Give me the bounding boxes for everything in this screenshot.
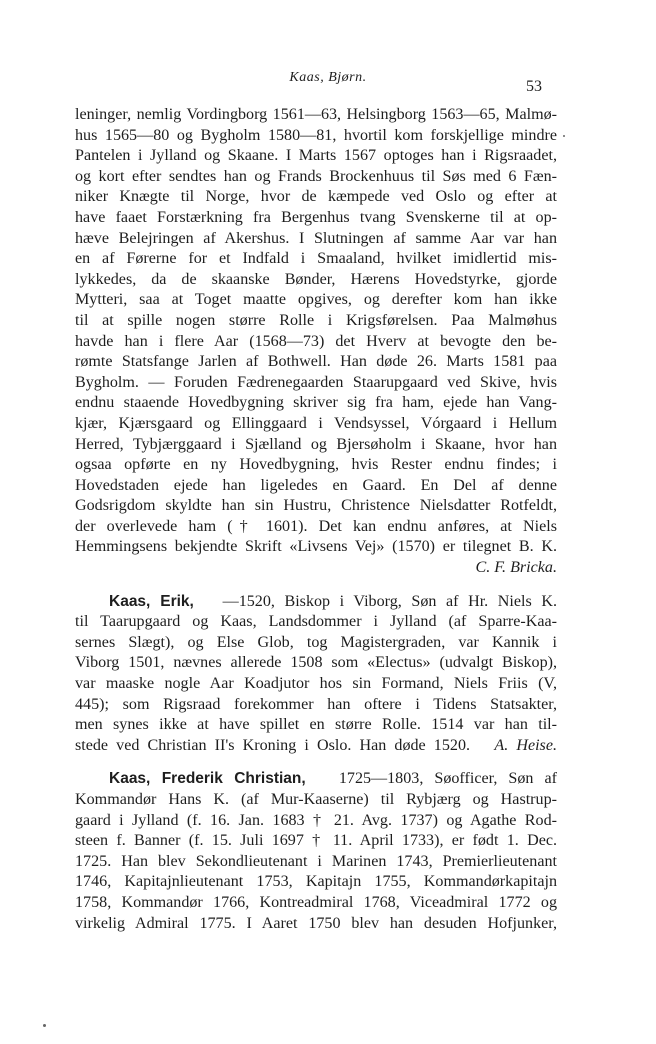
text-line: hus 1565—80 og Bygholm 1580—81, hvortil kom forskjellige mindre <box>75 126 557 144</box>
text-line: gaard i Jylland (f. 16. Jan. 1683 † 21. Avg. 1737) og Agathe Rod- <box>75 811 557 829</box>
entry-kaas-frederik-christian <box>75 769 557 934</box>
paragraph-bjorn-continued <box>75 105 557 558</box>
text-line: steen f. Banner (f. 15. Juli 1697 † 11. April 1733), er født 1. Dec. <box>75 832 557 850</box>
text-line: ogsaa opførte en ny Hovedbygning, hvis Rester endnu findes; i <box>75 456 557 474</box>
text-line: 1758, Kommandør 1766, Kontreadmiral 1768, Viceadmiral 1772 og <box>75 893 557 911</box>
page-body <box>75 105 557 934</box>
text-line: kjær, Kjærsgaard og Ellinggaard i Vendsyssel, Vórgaard i Hellum <box>75 414 557 432</box>
signature: C. F. Bricka. <box>475 559 557 577</box>
text-line: Kommandør Hans K. (af Mur-Kaaserne) til Rybjærg og Hastrup- <box>75 791 557 808</box>
text-line: til Taarupgaard og Kaas, Landsdommer i Jylland (af Sparre-Kaa- <box>75 613 557 631</box>
text-line: leninger, nemlig Vordingborg 1561—63, Helsingborg 1563—65, Malmø- <box>75 106 557 123</box>
text-line: en af Førerne for et Indfald i Smaaland, hvilket imidlertid mis- <box>75 250 557 268</box>
scan-speck <box>563 135 565 137</box>
text-line: der overlevede ham († 1601). Det kan endnu anføres, at Niels <box>75 517 557 535</box>
text-line: Hemmingsens bekjendte Skrift «Livsens Vej» (1570) er tilegnet B. K. <box>75 538 557 556</box>
text-line: og kort efter sendtes han og Frands Brockenhuus til Søs med 6 Fæn- <box>75 167 557 185</box>
text-line: Viborg 1501, nævnes allerede 1508 som «Electus» (udvalgt Biskop), <box>75 654 557 672</box>
text-line: lykkedes, da de skaanske Bønder, Hærens Hovedstyrke, gjorde <box>75 270 557 288</box>
text-line: hæve Belejringen af Akershus. I Slutningen af samme Aar var han <box>75 229 557 247</box>
text-line: Mytteri, saa at Toget maatte opgives, og derefter kom han ikke <box>75 291 557 309</box>
text-line: 445); som Rigsraad forekommer han oftere i Tidens Statsakter, <box>75 695 557 713</box>
page-header <box>0 70 656 94</box>
text-line: 1725. Han blev Sekondlieutenant i Marinen 1743, Premierlieutenant <box>75 852 557 870</box>
text-line: Bygholm. — Foruden Fædrenegaarden Staarupgaard ved Skive, hvis <box>75 373 557 391</box>
text-line: sernes Slægt), og Else Glob, tog Magistergraden, var Kannik i <box>75 633 557 651</box>
text-line: Hovedstaden ejede han ligeledes en Gaard. En Del af denne <box>75 476 557 494</box>
text-line: Herred, Tybjærggaard i Sjælland og Bjersøholm i Skaane, hvor han <box>75 435 557 453</box>
text-line: til at spille nogen større Rolle i Krigsførelsen. Paa Malmøhus <box>75 311 557 329</box>
entry-title: Kaas, Frederik Christian, <box>109 770 306 788</box>
text-line: rømte Statsfange Jarlen af Bothwell. Han døde 26. Marts 1581 paa <box>75 353 557 371</box>
entry-first-line: Kaas, Frederik Christian, 1725—1803, Søofficer, Søn af <box>109 770 558 788</box>
entry-first-line: Kaas, Erik, —1520, Biskop i Viborg, Søn af Hr. Niels K. <box>109 592 557 610</box>
signature: A. Heise. <box>494 736 557 754</box>
text-line: Godsrigdom skyldte han sin Hustru, Christence Nielsdatter Rotfeldt, <box>75 497 557 515</box>
text-line: have faaet Forstærkning fra Bergenhus tvang Svenskerne til at op- <box>75 208 557 226</box>
text-line: endnu staaende Hovedbygning skriver sig fra ham, ejede han Vang- <box>75 394 557 412</box>
text-line: var maaske nogle Aar Koadjutor hos sin Formand, Niels Friis (V, <box>75 675 557 693</box>
text-line: virkelig Admiral 1775. I Aaret 1750 blev han desuden Hofjunker, <box>75 914 557 932</box>
text-line: Pantelen i Jylland og Skaane. I Marts 1567 optoges han i Rigsraadet, <box>75 147 557 165</box>
text-line: havde han i flere Aar (1568—73) det Hverv at bevogte den be- <box>75 332 557 350</box>
entry-title: Kaas, Erik, <box>109 592 194 610</box>
text-line: men synes ikke at have spillet en større Rolle. 1514 var han til- <box>75 716 557 734</box>
text-line: niker Knægte til Norge, hvor de kæmpede ved Oslo og efter at <box>75 188 557 206</box>
text-line: 1746, Kapitajnlieutenant 1753, Kapitajn 1755, Kommandørkapitajn <box>75 873 557 891</box>
entry-kaas-erik <box>75 592 557 757</box>
entry-last-line: stede ved Christian II's Kroning i Oslo. Han døde 1520. A. Heise. <box>75 736 557 754</box>
scan-speck <box>43 1024 46 1027</box>
page-number: 53 <box>526 78 542 95</box>
running-title: Kaas, Bjørn. <box>289 70 367 85</box>
